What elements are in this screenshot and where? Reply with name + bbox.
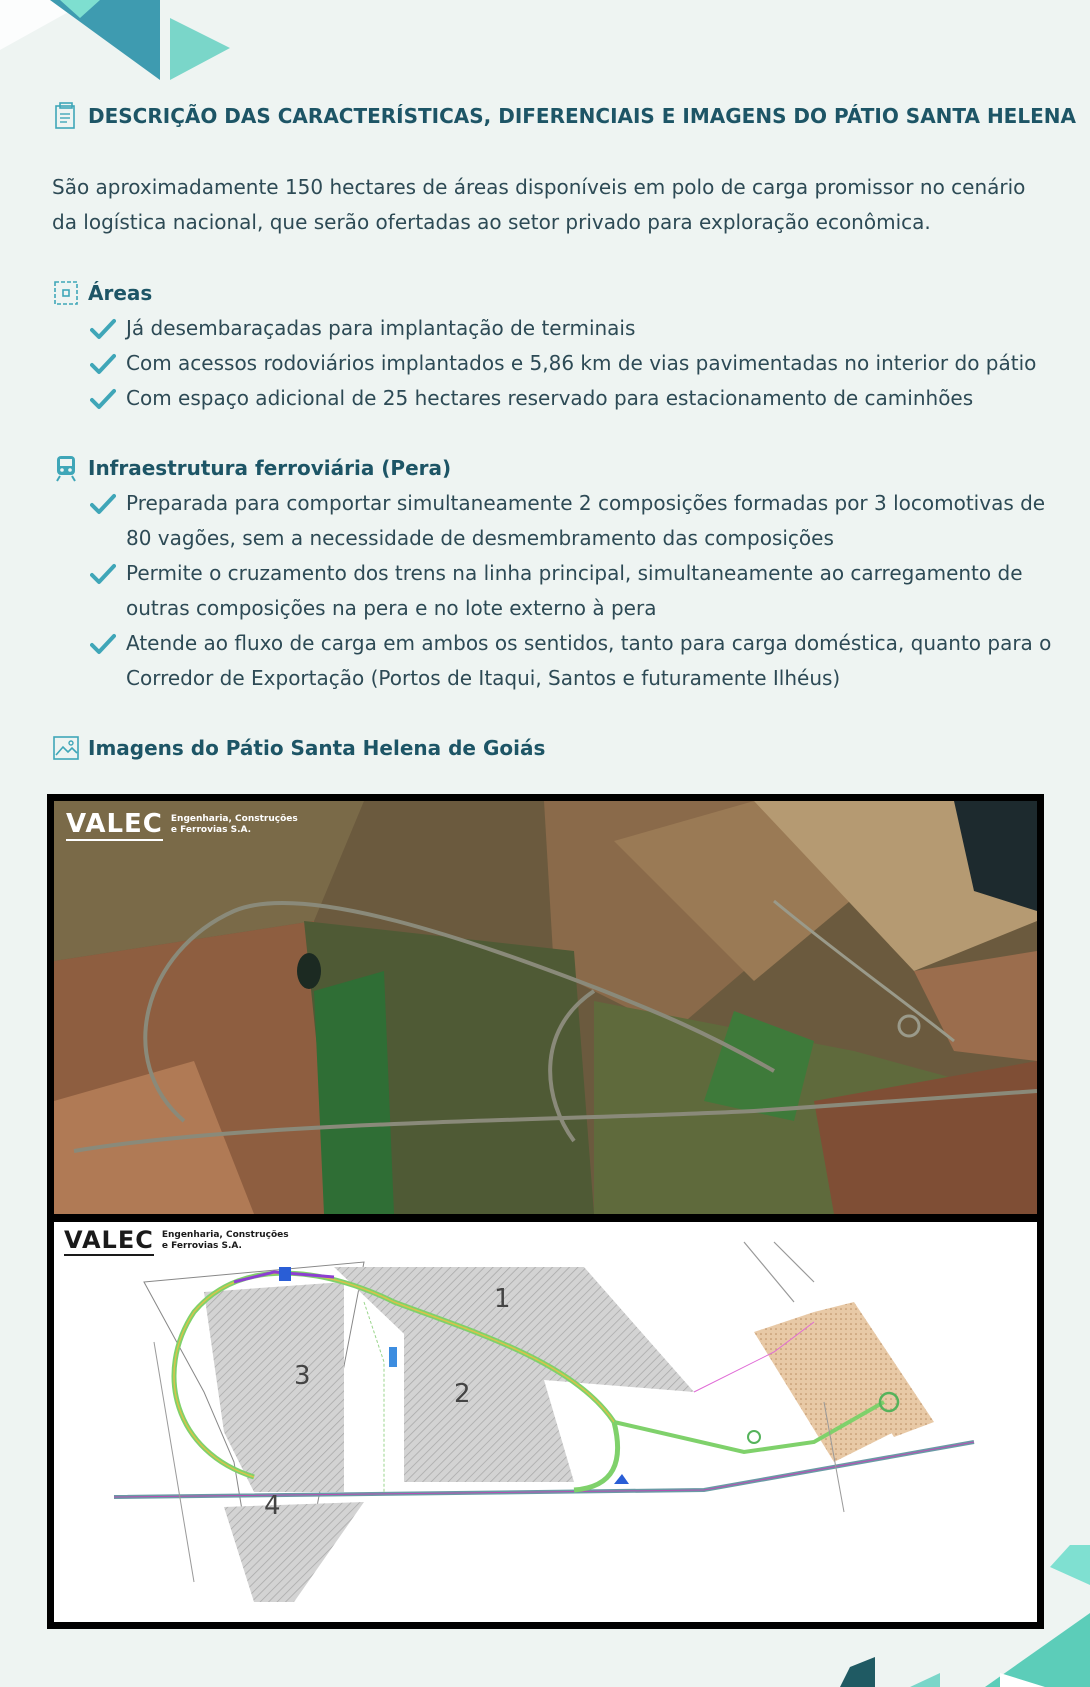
aerial-photo bbox=[54, 801, 1037, 1214]
valec-logo-plan bbox=[64, 1226, 289, 1256]
valec-logo-sub2: e Ferrovias S.A. bbox=[170, 825, 252, 835]
train-icon bbox=[52, 454, 80, 482]
valec-logo-sub bbox=[171, 814, 298, 836]
list-item-text: Atende ao fluxo de carga em ambos os sentidos, tanto para carga doméstica, quanto para o Corredor de Exportação (Portos de Itaqui, Santos e futuramente Ilhéus) bbox=[126, 631, 1052, 690]
list-item-text: Preparada para comportar simultaneamente 2 composições formadas por 3 locomotivas de 80 vagões, sem a necessidade de desmembramento das composições bbox=[126, 491, 1046, 550]
check-icon bbox=[90, 556, 126, 591]
document-icon bbox=[52, 102, 80, 130]
section-areas-title: Áreas bbox=[88, 281, 153, 305]
site-images-frame bbox=[47, 794, 1044, 1629]
list-item bbox=[90, 346, 1055, 381]
area-icon bbox=[52, 279, 80, 307]
site-plan-drawing bbox=[54, 1222, 1037, 1622]
check-icon bbox=[90, 626, 126, 661]
decorative-corner-top bbox=[0, 0, 240, 90]
valec-logo-sub1: Engenharia, Construções bbox=[161, 1230, 289, 1240]
areas-list bbox=[90, 311, 1055, 416]
valec-logo-text: VALEC bbox=[66, 809, 163, 839]
list-item-text: Com acessos rodoviários implantados e 5,86 km de vias pavimentadas no interior do pátio bbox=[126, 351, 1037, 375]
plan-label-4: 4 bbox=[264, 1491, 281, 1521]
list-item bbox=[90, 626, 1055, 696]
valec-logo-sub1: Engenharia, Construções bbox=[170, 814, 298, 824]
section-images-title: Imagens do Pátio Santa Helena de Goiás bbox=[88, 736, 546, 760]
page-title bbox=[52, 102, 1076, 130]
list-item bbox=[90, 556, 1055, 626]
image-icon bbox=[52, 734, 80, 762]
valec-logo bbox=[66, 809, 298, 841]
aerial-photo-graphic bbox=[54, 801, 1037, 1214]
list-item bbox=[90, 381, 1055, 416]
site-plan-graphic bbox=[54, 1222, 1037, 1622]
rail-list bbox=[90, 486, 1055, 696]
page-title-text: DESCRIÇÃO DAS CARACTERÍSTICAS, DIFERENCIAIS E IMAGENS DO PÁTIO SANTA HELENA bbox=[88, 104, 1076, 128]
list-item bbox=[90, 311, 1055, 346]
list-item-text: Com espaço adicional de 25 hectares reservado para estacionamento de caminhões bbox=[126, 386, 974, 410]
list-item-text: Permite o cruzamento dos trens na linha principal, simultaneamente ao carregamento de outras composições na pera e no lote externo à pera bbox=[126, 561, 1023, 620]
intro-paragraph: São aproximadamente 150 hectares de áreas disponíveis em polo de carga promissor no cenário da logística nacional, que serão ofertadas ao setor privado para exploração econômica. bbox=[52, 175, 1026, 234]
section-areas-heading bbox=[52, 279, 152, 307]
list-item-text: Já desembaraçadas para implantação de terminais bbox=[126, 316, 636, 340]
plan-label-2: 2 bbox=[454, 1379, 471, 1409]
check-icon bbox=[90, 346, 126, 381]
section-images-heading bbox=[52, 734, 545, 762]
check-icon bbox=[90, 311, 126, 346]
section-rail-title: Infraestrutura ferroviária (Pera) bbox=[88, 456, 452, 480]
plan-label-1: 1 bbox=[494, 1284, 511, 1314]
check-icon bbox=[90, 486, 126, 521]
section-rail-heading bbox=[52, 454, 451, 482]
plan-label-3: 3 bbox=[294, 1361, 311, 1391]
list-item bbox=[90, 486, 1055, 556]
valec-logo-sub2: e Ferrovias S.A. bbox=[161, 1241, 242, 1251]
check-icon bbox=[90, 381, 126, 416]
valec-logo-text: VALEC bbox=[64, 1226, 154, 1254]
valec-logo-sub bbox=[162, 1230, 289, 1252]
